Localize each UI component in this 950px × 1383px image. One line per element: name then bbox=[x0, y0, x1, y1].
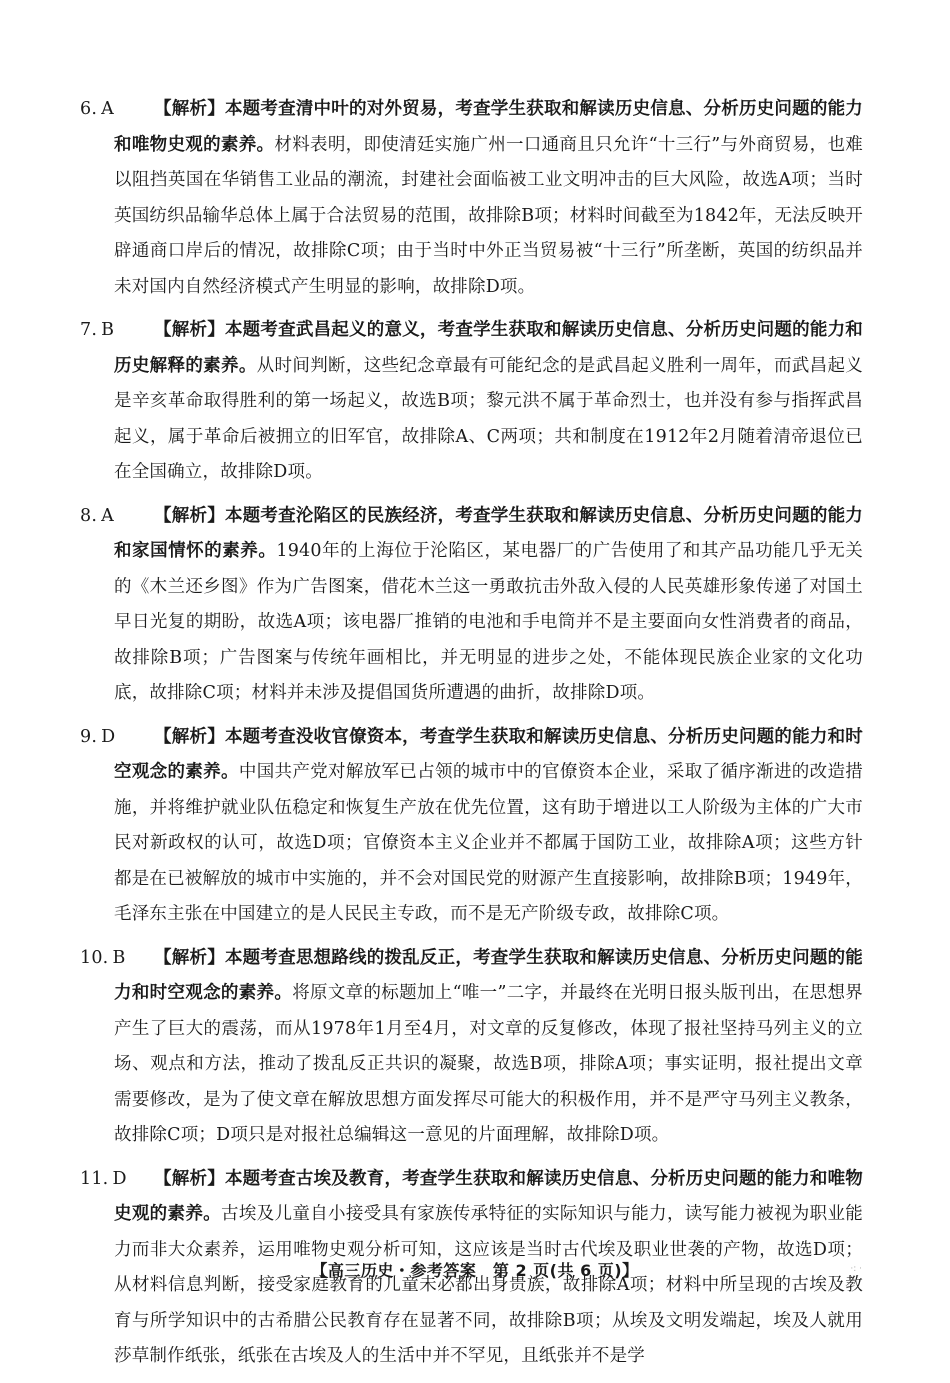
question-number: 6. bbox=[80, 99, 98, 119]
analysis-body: 将原文章的标题加上“唯一”二字，并最终在光明日报头版刊出，在思想界产生了巨大的震荡，而从1978年1月至4月，对文章的反复修改，体现了报社坚持马列主义的立场、观点和方法，推动了拨乱反正共识的凝聚，故选B项，排除A项；事实证明，报社提出文章需要修改，是为了使文章在解放思想方面发挥尽可能大的积极作用，并不是严守马列主义教条，故排除C项；D项只是对报社总编辑这一意见的片面理解，故排除D项。 bbox=[114, 983, 864, 1145]
question-number: 9. bbox=[80, 726, 98, 747]
answer-item-7 bbox=[80, 313, 863, 491]
analysis-tag: 【解析】 bbox=[154, 99, 225, 119]
answer-item-8 bbox=[80, 499, 863, 712]
corner-mark: ·: · bbox=[850, 1264, 862, 1274]
analysis-summary: 本题考查武昌起义的意义，考查学生获取和解读历史信息、分析历史问题的能力和历史解释的素养。 bbox=[114, 320, 863, 376]
page-footer: 【高三历史・参考答案 第 2 页(共 6 页)】 bbox=[311, 1261, 639, 1280]
item-head bbox=[80, 1162, 127, 1198]
answer-letter: D bbox=[101, 726, 116, 747]
answer-letter: D bbox=[112, 1168, 127, 1189]
answer-letter: A bbox=[101, 99, 114, 119]
answer-letter: B bbox=[101, 320, 115, 340]
answer-item-10 bbox=[80, 941, 864, 1154]
analysis-tag: 【解析】 bbox=[154, 320, 225, 340]
analysis-body: 1940年的上海位于沦陷区，某电器厂的广告使用了和其产品功能几乎无关的《木兰还乡图》作为广告图案，借花木兰这一勇敢抗击外敌入侵的人民英雄形象传递了对国土早日光复的期盼，故选A项；该电器厂推销的电池和手电筒并不是主要面向女性消费者的商品，故排除B项；广告图案与传统年画相比，并无明显的进步之处，不能体现民族企业家的文化功底，故排除C项；材料并未涉及提倡国货所遭遇的曲折，故排除D项。 bbox=[114, 541, 863, 703]
question-number: 7. bbox=[80, 320, 98, 340]
answer-letter: A bbox=[101, 505, 114, 526]
analysis-tag: 【解析】 bbox=[154, 726, 225, 747]
analysis-summary: 本题考查沦陷区的民族经济，考查学生获取和解读历史信息、分析历史问题的能力和家国情怀的素养。 bbox=[114, 505, 863, 561]
analysis-body: 古埃及儿童自小接受具有家族传承特征的实际知识与能力，读写能力被视为职业能力而非大众素养，运用唯物史观分析可知，这应该是当时古代埃及职业世袭的产物，故选D项；从材料信息判断，接受家庭教育的儿童未必都出身贵族，故排除A项；材料中所呈现的古埃及教育与所学知识中的古希腊公民教育存在显著不同，故排除B项；从埃及文明发端起，埃及人就用莎草制作纸张，纸张在古埃及人的生活中并不罕见，且纸张并不是学 bbox=[114, 1204, 864, 1366]
analysis-tag: 【解析】 bbox=[154, 947, 225, 968]
analysis-summary: 本题考查思想路线的拨乱反正，考查学生获取和解读历史信息、分析历史问题的能力和时空观念的素养。 bbox=[114, 947, 863, 1003]
answer-list bbox=[80, 92, 864, 1383]
answer-item-9 bbox=[80, 720, 863, 933]
answer-item-6 bbox=[80, 92, 863, 305]
analysis-body: 从时间判断，这些纪念章最有可能纪念的是武昌起义胜利一周年，而武昌起义是辛亥革命取得胜利的第一场起义，故选B项；黎元洪不属于革命烈士，也并没有参与指挥武昌起义，属于革命后被拥立的旧军官，故排除A、C两项；共和制度在1912年2月随着清帝退位已在全国确立，故排除D项。 bbox=[114, 355, 863, 482]
analysis-summary: 本题考查没收官僚资本，考查学生获取和解读历史信息、分析历史问题的能力和时空观念的素养。 bbox=[114, 726, 863, 782]
question-number: 10. bbox=[80, 947, 109, 968]
item-head bbox=[80, 499, 114, 535]
analysis-body: 中国共产党对解放军已占领的城市中的官僚资本企业，采取了循序渐进的改造措施，并将维护就业队伍稳定和恢复生产放在优先位置，这有助于增进以工人阶级为主体的广大市民对新政权的认可，故选D项；官僚资本主义企业并不都属于国防工业，故排除A项；这些方针都是在已被解放的城市中实施的，并不会对国民党的财源产生直接影响，故排除B项；1949年，毛泽东主张在中国建立的是人民民主专政，而不是无产阶级专政，故排除C项。 bbox=[114, 762, 863, 924]
item-head bbox=[80, 92, 114, 128]
analysis-tag: 【解析】 bbox=[154, 1168, 225, 1189]
analysis-summary: 本题考查古埃及教育，考查学生获取和解读历史信息、分析历史问题的能力和唯物史观的素养。 bbox=[114, 1168, 863, 1224]
question-number: 8. bbox=[80, 505, 98, 526]
item-head bbox=[80, 313, 114, 349]
item-head bbox=[80, 941, 126, 977]
answer-letter: B bbox=[112, 947, 126, 968]
question-number: 11. bbox=[80, 1168, 109, 1189]
analysis-summary: 本题考查清中叶的对外贸易，考查学生获取和解读历史信息、分析历史问题的能力和唯物史观的素养。 bbox=[114, 99, 863, 155]
analysis-body: 材料表明，即使清廷实施广州一口通商且只允许“十三行”与外商贸易，也难以阻挡英国在华销售工业品的潮流，封建社会面临被工业文明冲击的巨大风险，故选A项；当时英国纺织品输华总体上属于合法贸易的范围，故排除B项；材料时间截至为1842年，无法反映开辟通商口岸后的情况，故排除C项；由于当时中外正当贸易被“十三行”所垄断，英国的纺织品并未对国内自然经济模式产生明显的影响，故排除D项。 bbox=[114, 134, 863, 297]
analysis-tag: 【解析】 bbox=[154, 505, 225, 526]
item-head bbox=[80, 720, 115, 756]
